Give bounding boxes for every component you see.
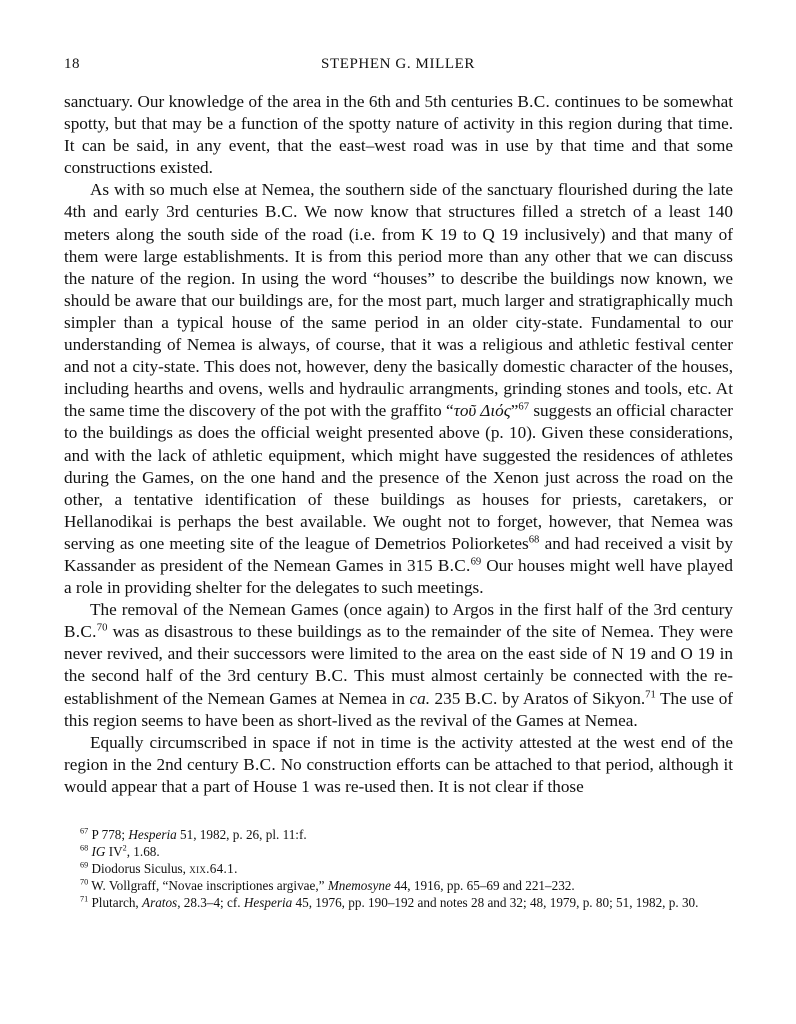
- footnote-ref-69: 69: [470, 556, 482, 568]
- footnote-67: $^{67}$ P 778; Hesperia 51, 1982, p. 26, pl. 11:f.: [80, 826, 307, 842]
- greek-graffito: τοῦ Διός: [453, 401, 511, 421]
- paragraph-1: sanctuary. Our knowledge of the area in the 6th and 5th centuries B.C. continues to be somewhat spotty, but that may be a function of the spotty nature of activity in this region during that time. It can be said, in any event, that the east–west road was in use by that time and that some constructions existed.: [64, 92, 734, 178]
- footnote-71: $^{71}$ Plutarch, Aratos, 28.3–4; cf. Hesperia 45, 1976, pp. 190–192 and notes 28 and 32; 48, 1979, p. 80; 51, 1982, p. 30.: [80, 894, 699, 910]
- footnote-70: $^{70}$ W. Vollgraff, “Novae inscriptiones argivae,” Mnemosyne 44, 1916, pp. 65–69 and 221–232.: [80, 877, 575, 893]
- body-text: [64, 91, 733, 798]
- page-number: 18: [64, 56, 80, 72]
- paragraph-3: The removal of the Nemean Games (once again) to Argos in the first half of the 3rd century B.C.$^{70}$ was as disastrous to these buildings as to the remainder of the site of Nemea. They were never revived, and their successors were limited to the area on the east side of N 19 and O 19 in the second half of the 3rd century B.C. This must almost certainly be connected with the re-establishment of the Nemean Games at Nemea in ca. 235 B.C. by Aratos of Sikyon.$^{71}$ The use of this region seems to have been as short-lived as the revival of the Games at Nemea.: [64, 600, 734, 730]
- paragraph-2: As with so much else at Nemea, the southern side of the sanctuary flourished during the late 4th and early 3rd centuries B.C. We now know that structures filled a stretch of a least 140 meters along the south side of the road (i.e. from K 19 to Q 19 inclusively) and that many of them were large establishments. It is from this period more than any other that we can discuss the nature of the region. In using the word “houses” to describe the buildings now known, we should be aware that our buildings are, for the most part, much larger and stratigraphically much simpler than a typical house of the same period in an older city-state. Fundamental to our understanding of Nemea is always, of course, that it was a religious and athletic festival center and not a city-state. This does not, however, deny the basically domestic character of the houses, including hearths and ovens, wells and hydraulic arrangments, grinding stones and tools, etc. At the same time the discovery of the pot with the graffito “τοῦ Διός”$^{67}$ suggests an official character to the buildings as does the official weight presented above (p. 10). Given these considerations, and with the lack of athletic equipment, which might have suggested the residences of athletes during the Games, on the one hand and the presence of the Xenon just across the road on the other, a tentative identification of these buildings as houses for priests, caretakers, or Hellanodikai is perhaps the best available. We ought not to forget, however, that Nemea was serving as one meeting site of the league of Demetrios Poliorketes$^{68}$ and had received a visit by Kassander as president of the Nemean Games in 315 B.C.$^{69}$ Our houses might well have played a role in providing shelter for the delegates to such meetings.: [64, 180, 734, 598]
- footnote-69: $^{69}$ Diodorus Siculus, xix.64.1.: [80, 860, 238, 876]
- footnote-68: $^{68}$ IG $IV^2$, 1.68.: [80, 843, 160, 859]
- footnote-ref-68: 68: [528, 534, 540, 546]
- footnotes: [64, 826, 733, 911]
- footnote-ref-67: 67: [518, 401, 530, 413]
- footnote-ref-70: 70: [96, 622, 108, 634]
- running-head-author: STEPHEN G. MILLER: [321, 56, 475, 72]
- footnote-ref-71: 71: [645, 688, 656, 700]
- paragraph-4: Equally circumscribed in space if not in time is the activity attested at the west end of the region in the 2nd century B.C. No construction efforts can be attached to that period, although it would appear that a part of House 1 was re-used then. It is not clear if those: [64, 732, 733, 796]
